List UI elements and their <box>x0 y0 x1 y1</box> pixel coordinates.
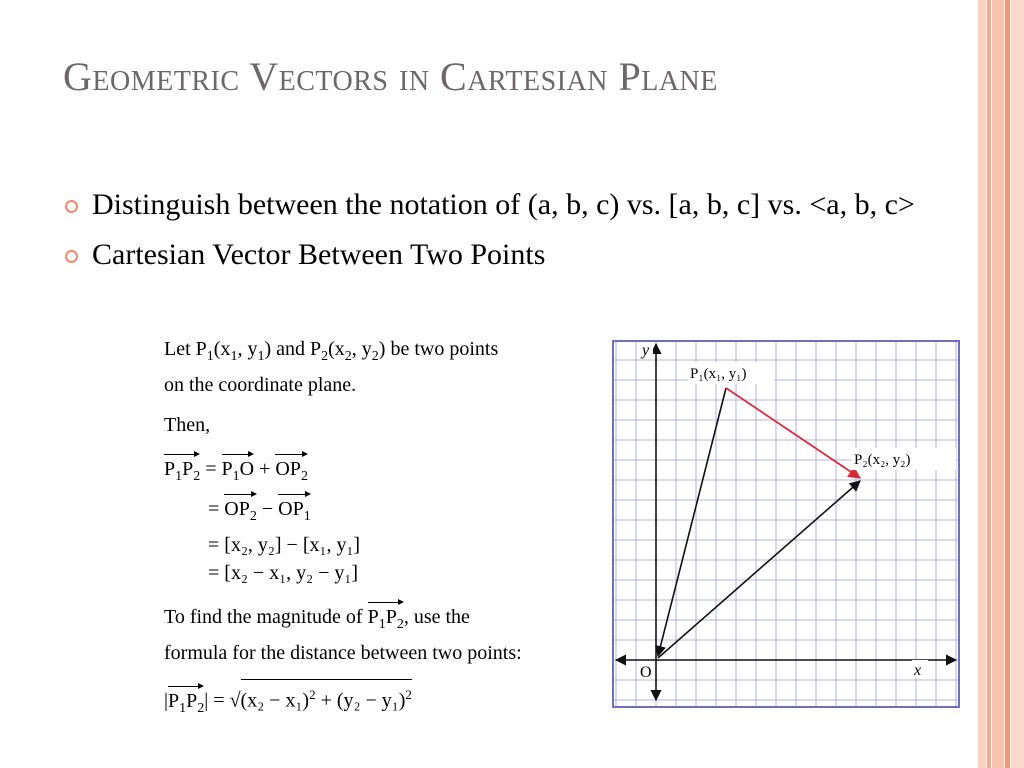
subscript: 2 <box>321 349 329 364</box>
text-run: To find the magnitude of <box>164 606 368 628</box>
equation-line-2 <box>164 491 604 531</box>
then-line: Then, <box>164 414 211 436</box>
text-run: , y <box>351 338 372 360</box>
component-result: [x₂ − x₁, y₂ − y₁] <box>224 562 359 584</box>
ring-bullet-icon <box>65 250 78 263</box>
magnitude-formula <box>164 679 604 723</box>
bullet-list <box>62 185 922 285</box>
component-difference: [x₂, y₂] − [x₁, y₁] <box>224 534 361 556</box>
coordinate-plane-diagram <box>612 340 960 708</box>
bullet-text: Cartesian Vector Between Two Points <box>92 238 546 271</box>
text-run: , use the <box>403 606 470 628</box>
equals-sign: = <box>200 458 222 480</box>
subscript: 2 <box>371 349 379 364</box>
vector-op2: $OP_2$ <box>224 491 257 531</box>
abs-bar: | <box>164 689 169 712</box>
intro-line <box>164 335 604 371</box>
subscript: 1 <box>230 349 238 364</box>
point-p2-label: P₂(x₂, y₂) <box>854 452 911 468</box>
vector-p1p2: $P_1P_2$ <box>368 599 404 639</box>
subscript: 1 <box>257 349 265 364</box>
bullet-item-cartesian-vector <box>62 235 922 275</box>
square-root-icon: √ <box>229 689 241 712</box>
magnitude-line <box>164 599 604 639</box>
stripe-5 <box>1011 0 1024 768</box>
origin-label: O <box>640 664 652 681</box>
text-run: (x <box>328 338 345 360</box>
equation-line-1 <box>164 451 604 491</box>
subscript: 1 <box>206 349 214 364</box>
plus-sign: + <box>254 458 276 480</box>
stripe-1 <box>978 0 986 768</box>
text-run: ) be two points <box>378 338 499 360</box>
equation-line-4 <box>164 559 604 587</box>
minus-sign: − <box>256 498 279 520</box>
stripe-4 <box>1005 0 1010 768</box>
bullet-text: Distinguish between the notation of (a, b, c) vs. [a, b, c] vs. <a, b, c> <box>92 188 915 221</box>
y-axis-label: y <box>642 342 650 359</box>
equals-sign: = <box>208 689 230 712</box>
equals-sign: = <box>208 534 225 556</box>
abs-bar: | <box>204 689 209 712</box>
ring-bullet-icon <box>65 200 78 213</box>
text-run: ) and P <box>264 338 322 360</box>
equals-sign: = <box>208 498 225 520</box>
vector-op1: $OP_1$ <box>278 491 311 531</box>
vector-op2: $OP_2$ <box>275 451 308 491</box>
equals-sign: = <box>208 562 225 584</box>
vector-p1p2: $P_1P_2$ <box>164 451 200 491</box>
text-run: , y <box>237 338 258 360</box>
radicand: $(x_2 - x_1)^2 + (y_2 - y_1)^2$ <box>241 679 412 715</box>
point-p1-label: P₁(x₁, y₁) <box>690 366 747 382</box>
vector-p1p2: $P_1P_2$ <box>168 683 204 723</box>
x-axis-label: x <box>914 662 922 679</box>
stripe-3 <box>992 0 1004 768</box>
textbook-excerpt <box>164 335 604 723</box>
bullet-item-notation <box>62 185 922 225</box>
text-run: (x <box>213 338 231 360</box>
equation-line-3 <box>164 531 604 559</box>
subscript: 2 <box>344 349 352 364</box>
text-run: Let P <box>164 338 207 360</box>
vector-p1o: $P_1O$ <box>222 451 255 491</box>
intro-line-2: on the coordinate plane. <box>164 374 357 396</box>
magnitude-line-2: formula for the distance between two points: <box>164 642 522 664</box>
side-decoration-stripes <box>978 0 1024 768</box>
stripe-2 <box>987 0 991 768</box>
slide-title: Geometric Vectors in Cartesian Plane <box>63 54 718 99</box>
